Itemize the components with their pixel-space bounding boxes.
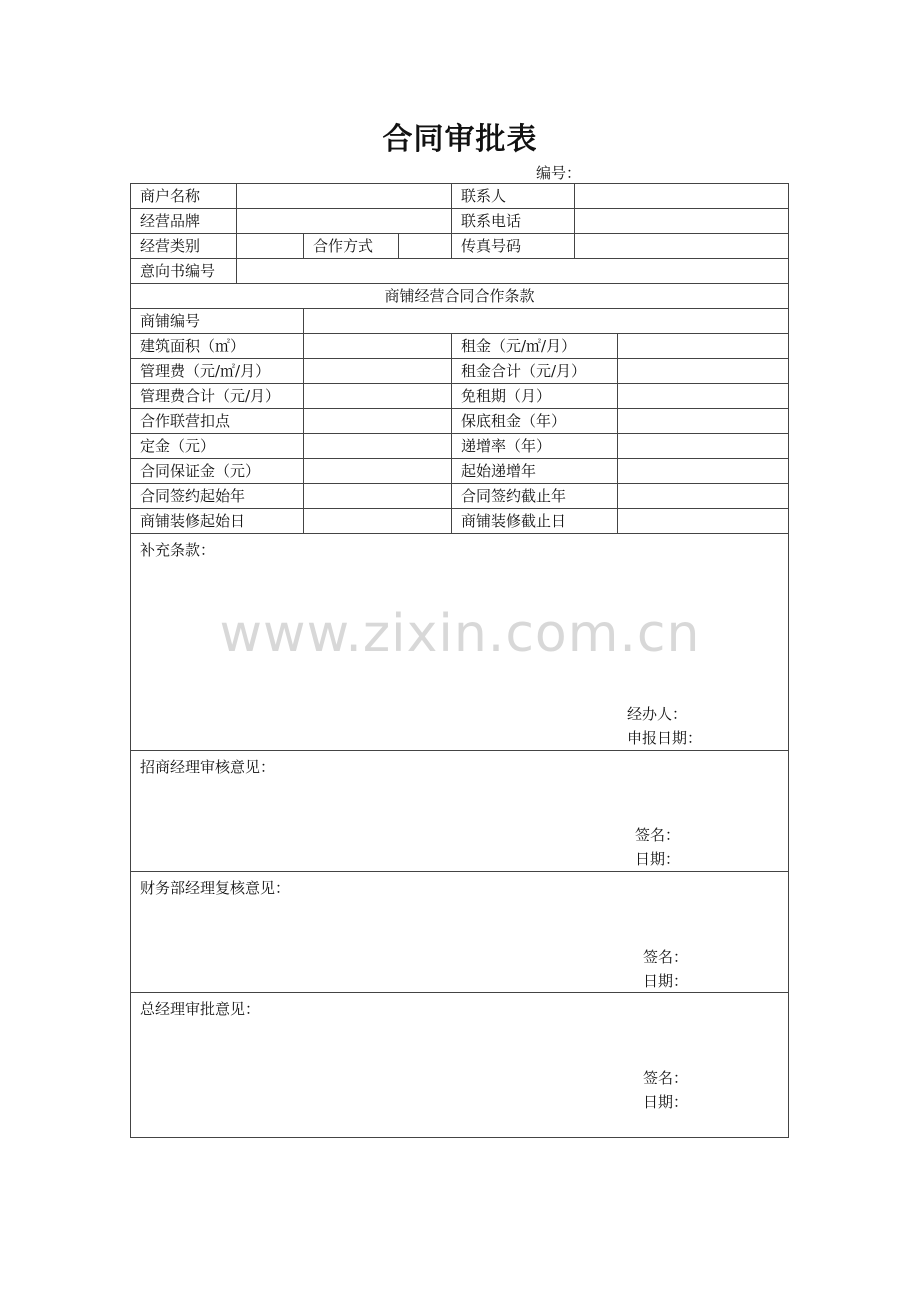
term-right-field[interactable] (618, 334, 788, 358)
form-row (131, 209, 788, 234)
term-left-field[interactable] (304, 509, 452, 533)
section-title: 商铺经营合同合作条款 (384, 287, 535, 305)
handler-label: 经办人： (627, 705, 688, 723)
term-left-label: 合同保证金（元） (131, 459, 304, 483)
finance-review-label: 财务部经理复核意见： (140, 879, 291, 897)
manager-review-label: 招商经理审核意见： (140, 758, 276, 776)
term-left-field[interactable] (304, 359, 452, 383)
category-field[interactable] (237, 234, 304, 258)
term-left-label: 定金（元） (131, 434, 304, 458)
finance-date-label: 日期： (643, 972, 689, 990)
category-label: 经营类别 (131, 234, 237, 258)
term-right-field[interactable] (618, 459, 788, 483)
gm-date-label: 日期： (643, 1093, 689, 1111)
page-title: 合同审批表 (382, 122, 538, 157)
term-left-label: 合同签约起始年 (131, 484, 304, 508)
fax-field[interactable] (575, 234, 788, 258)
intent-no-label: 意向书编号 (131, 259, 237, 283)
term-right-label: 租金合计（元/月） (452, 359, 618, 383)
gm-review-label: 总经理审批意见： (140, 1000, 261, 1018)
contact-field[interactable] (575, 184, 788, 208)
term-right-field[interactable] (618, 509, 788, 533)
term-right-label: 保底租金（年） (452, 409, 618, 433)
term-left-label: 管理费合计（元/月） (131, 384, 304, 408)
term-row (131, 384, 788, 409)
term-right-label: 免租期（月） (452, 384, 618, 408)
watermark: www.zixin.com.cn (219, 604, 701, 664)
term-left-field[interactable] (304, 459, 452, 483)
term-right-label: 合同签约截止年 (452, 484, 618, 508)
finance-sign-label: 签名： (643, 948, 689, 966)
gm-sign-label: 签名： (643, 1069, 689, 1087)
manager-date-label: 日期： (635, 850, 681, 868)
fax-label: 传真号码 (452, 234, 575, 258)
term-right-field[interactable] (618, 484, 788, 508)
term-left-label: 建筑面积（㎡） (131, 334, 304, 358)
term-right-label: 起始递增年 (452, 459, 618, 483)
term-left-field[interactable] (304, 334, 452, 358)
term-left-field[interactable] (304, 409, 452, 433)
merchant-name-field[interactable] (237, 184, 452, 208)
shop-no-field[interactable] (304, 309, 788, 333)
term-right-field[interactable] (618, 409, 788, 433)
term-right-field[interactable] (618, 384, 788, 408)
supplement-label: 补充条款： (140, 541, 216, 559)
phone-label: 联系电话 (452, 209, 575, 233)
term-right-field[interactable] (618, 359, 788, 383)
term-right-field[interactable] (618, 434, 788, 458)
gm-review-block[interactable] (131, 993, 788, 1137)
serial-number-label: 编号： (536, 164, 582, 182)
term-left-label: 合作联营扣点 (131, 409, 304, 433)
finance-review-block[interactable] (131, 872, 788, 993)
term-left-label: 管理费（元/㎡/月） (131, 359, 304, 383)
term-row (131, 409, 788, 434)
form-row (131, 234, 788, 259)
phone-field[interactable] (575, 209, 788, 233)
intent-no-field[interactable] (237, 259, 788, 283)
form-row (131, 184, 788, 209)
form-row (131, 284, 788, 309)
coop-mode-field[interactable] (399, 234, 452, 258)
term-right-label: 租金（元/㎡/月） (452, 334, 618, 358)
shop-no-label: 商铺编号 (131, 309, 304, 333)
term-row (131, 434, 788, 459)
form-row (131, 309, 788, 334)
merchant-name-label: 商户名称 (131, 184, 237, 208)
term-row (131, 334, 788, 359)
term-row (131, 509, 788, 534)
term-left-label: 商铺装修起始日 (131, 509, 304, 533)
brand-label: 经营品牌 (131, 209, 237, 233)
term-right-label: 商铺装修截止日 (452, 509, 618, 533)
contact-label: 联系人 (452, 184, 575, 208)
manager-review-block[interactable] (131, 751, 788, 872)
form-row (131, 259, 788, 284)
term-row (131, 484, 788, 509)
report-date-label: 申报日期： (627, 729, 703, 747)
coop-mode-label: 合作方式 (304, 234, 399, 258)
term-left-field[interactable] (304, 484, 452, 508)
manager-sign-label: 签名： (635, 826, 681, 844)
term-right-label: 递增率（年） (452, 434, 618, 458)
term-row (131, 359, 788, 384)
brand-field[interactable] (237, 209, 452, 233)
term-left-field[interactable] (304, 384, 452, 408)
term-row (131, 459, 788, 484)
term-left-field[interactable] (304, 434, 452, 458)
